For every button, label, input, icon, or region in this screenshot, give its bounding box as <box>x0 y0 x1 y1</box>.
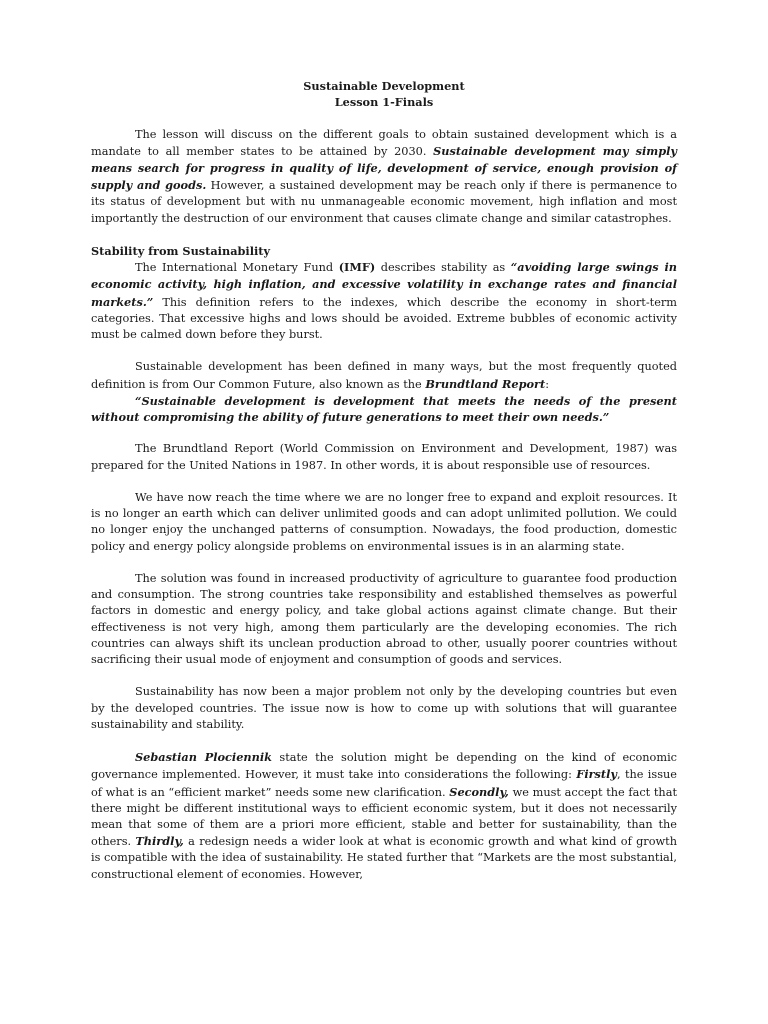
document-title: Sustainable Development <box>303 79 465 93</box>
document-page <box>91 78 677 883</box>
paragraph-solution: The solution was found in increased productivity of agriculture to guarantee food production and consumption. The strong countries take responsibility and established themselves as powerful factors in domestic and energy policy, and take global actions against climate change. But their effectiveness is not very high, among them particularly are the developing economies. The rich countries can always shift its unclean production abroad to other, usually poorer countries without sacrificing their usual mode of enjoyment and consumption of goods and services. <box>91 572 677 667</box>
paragraph-resources: We have now reach the time where we are no longer free to expand and exploit resources. It is no longer an earth which can deliver unlimited goods and can adopt unlimited pollution. We could no longer enjoy the unchanged patterns of consumption. Nowadays, the food production, domestic policy and energy policy alongside problems on environmental issues is in an alarming state. <box>91 491 677 553</box>
definition-emphasis: Sustainable development may simply means search for progress in quality of life, development of service, enough provision of supply and goods. <box>91 143 677 193</box>
document-subtitle: Lesson 1-Finals <box>334 95 434 110</box>
paragraph-brundtland: Sustainable development has been defined in many ways, but the most frequently quoted definition is from Our Common Future, also known as the Brundtland Report: <box>91 360 677 391</box>
section-heading: Stability from Sustainability <box>91 244 271 258</box>
paragraph-problem: Sustainability has now been a major problem not only by the developing countries but even by the developed countries. The issue now is how to come up with solutions that will guarantee sustainability and stability. <box>91 685 677 731</box>
imf-quote: “avoiding large swings in economic activity, high inflation, and excessive volatility in exchange rates and financial markets.” <box>91 260 677 309</box>
paragraph-report: The Brundtland Report (World Commission on Environment and Development, 1987) was prepared for the United Nations in 1987. In other words, it is about responsible use of resources. <box>91 442 677 472</box>
paragraph-plociennik: Sebastian Plociennik state the solution might be depending on the kind of economic governance implemented. However, it must take into considerations the following: Firstly, the issue of what is an “efficient market” needs some new clarification. Secondly, we must accept the fact that there might be different institutional ways to efficient economic system, but it does not necessarily mean that some of them are a priori more efficient, stable and better for sustainability, than the others. Thirdly, a redesign needs a wider look at what is economic growth and what kind of growth is compatible with the idea of sustainability. He stated further that “Markets are the most substantial, constructional element of economies. However, <box>91 750 678 881</box>
paragraph-intro: The lesson will discuss on the different goals to obtain sustained development which is a mandate to all member states to be attained by 2030. Sustainable development may simply means search for progress in quality of life, development of service, enough provision of supply and goods. However, a sustained development may be reach only if there is permanence to its status of development but with nu unmanageable economic movement, high inflation and most importantly the destruction of our environment that causes climate change and similar catastrophes. <box>91 127 678 225</box>
paragraph-imf: The International Monetary Fund (IMF) describes stability as “avoiding large swings in economic activity, high inflation, and excessive volatility in exchange rates and financial markets.” This definition refers to the indexes, which describe the economy in short-term categories. That excessive highs and lows should be avoided. Extreme bubbles of economic activity must be calmed down before they burst. <box>91 260 677 342</box>
brundtland-quote: “Sustainable development is development that meets the needs of the present without compromising the ability of future generations to meet their own needs.” <box>91 393 677 425</box>
author-name: Sebastian Plociennik <box>135 750 272 765</box>
